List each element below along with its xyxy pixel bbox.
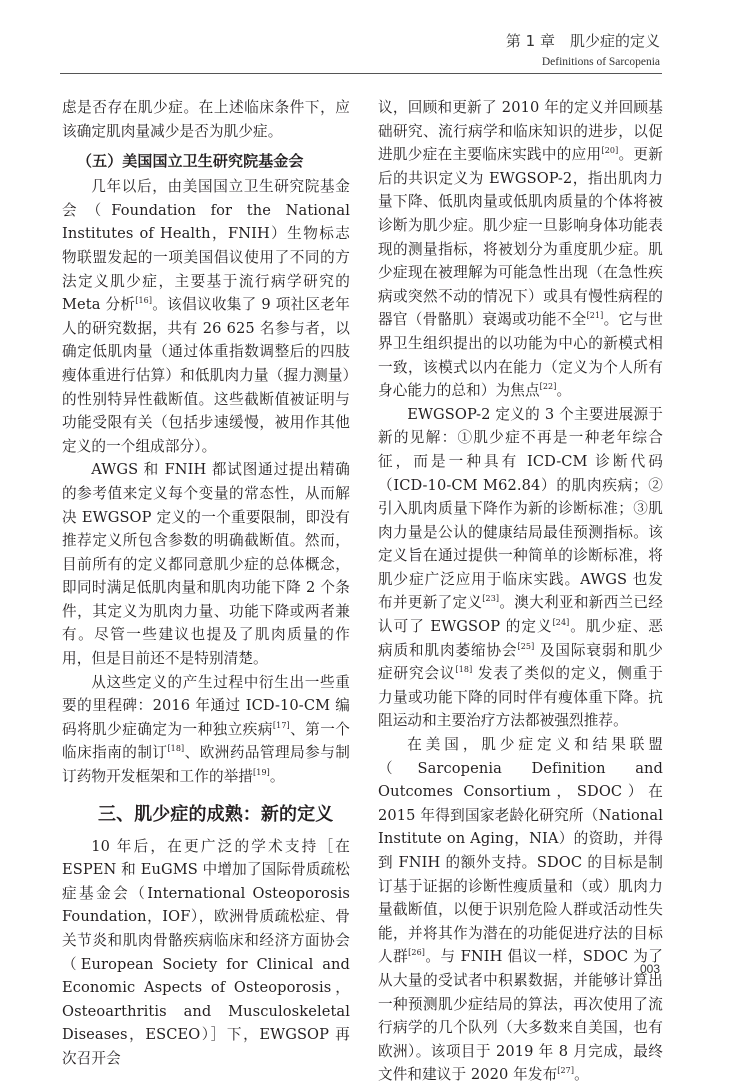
citation-ref: [18] bbox=[455, 665, 473, 675]
running-header-chapter: 第 1 章 肌少症的定义 bbox=[505, 32, 660, 50]
paragraph bbox=[62, 96, 350, 143]
text-run: 从这些定义的产生过程中衍生出一些重要的里程碑：2016 年通过 ICD-10-CM 编码将肌少症确定为一种独立疾病 bbox=[62, 673, 350, 738]
citation-ref: [16] bbox=[135, 296, 153, 306]
subsection-heading: （五）美国国立卫生研究院基金会 bbox=[77, 152, 304, 171]
citation-ref: [21] bbox=[586, 311, 604, 321]
text-run: 。与 FNIH 倡议一样，SDOC 为了从大量的受试者中积累数据，并能够计算出一种预测肌少症结局的算法，再次使用了流行病学的几个队列（大多数来自美国，也有欧洲）。该项目于 2019 年 8 月完成，最终文件和建议于 2020 年发布 bbox=[378, 948, 664, 1084]
text-run: 。 bbox=[574, 1066, 589, 1084]
text-run: 。它与世界卫生组织提出的以功能为中心的新模式相一致，该模式以内在能力（定义为个人所有身心能力的总和）为焦点 bbox=[378, 311, 663, 400]
citation-ref: [17] bbox=[272, 720, 290, 730]
text-run: 。该倡议收集了 9 项社区老年人的研究数据，共有 26 625 名参与者，以确定低肌肉量（通过体重指数调整后的四肢瘦体重进行估算）和低肌肉力量（握力测量）的性别特异性截断值。这些截断值被证明与功能受限有关（包括步速缓慢，被用作其他定义的一个组成部分）。 bbox=[62, 296, 350, 455]
paragraph bbox=[378, 96, 663, 403]
text-run: 几年以后，由美国国立卫生研究院基金会（Foundation for the National Institutes of Health，FNIH）生物标志物联盟发起的一项美国倡议使用了不同的方法定义肌少症，主要基于流行病学研究的 Meta 分析 bbox=[62, 178, 350, 314]
citation-ref: [19] bbox=[253, 768, 270, 778]
page-number: 003 bbox=[640, 962, 661, 976]
text-run: EWGSOP-2 定义的 3 个主要进展源于新的见解：①肌少症不再是一种老年综合征，而是一种具有 ICD-CM 诊断代码（ICD-10-CM M62.84）的肌肉疾病；②引入肌肉质量下降作为新的诊断标准；③肌肉力量是公认的健康结局最佳预测指标。该定义旨在通过提供一种简单的诊断标准，将肌少症广泛应用于临床实践。AWGS 也发布并更新了定义 bbox=[378, 405, 663, 612]
paragraph bbox=[378, 403, 663, 733]
text-run: 。更新后的共识定义为 EWGSOP-2，指出肌肉力量下降、低肌肉量或低肌肉质量的个体将被诊断为肌少症。肌少症一旦影响身体功能表现的测量指标，将被划分为重度肌少症。肌少症现在被理解为可能急性出现（在急性疾病或突然不动的情况下）或具有慢性病程的器官（骨骼肌）衰竭或功能不全 bbox=[378, 146, 663, 329]
paragraph bbox=[62, 835, 350, 1071]
citation-ref: [22] bbox=[539, 382, 557, 392]
text-run: 虑是否存在肌少症。在上述临床条件下，应该确定肌肉量减少是否为肌少症。 bbox=[62, 99, 350, 140]
text-run: 议，回顾和更新了 2010 年的定义并回顾基础研究、流行病学和临床知识的进步，以促进肌少症在主要临床实践中的应用 bbox=[378, 99, 663, 164]
text-run: AWGS 和 FNIH 都试图通过提出精确的参考值来定义每个变量的常态性，从而解决 EWGSOP 定义的一个重要限制，即没有推荐定义所包含参数的明确截断值。然而，目前所有的定义都同意肌少症的总体概念，即同时满足低肌肉量和肌肉功能下降 2 个条件，其定义为肌肉力量、功能下降或两者兼有。尽管一些建议也提及了肌肉质量的作用，但是目前还不是特别清楚。 bbox=[62, 461, 350, 668]
text-run: 发表了类似的定义，侧重于力量或功能下降的同时伴有瘦体重下降。抗阻运动和主要治疗方法都被强烈推荐。 bbox=[378, 665, 663, 730]
text-run: 。澳大利亚和新西兰已经认可了 EWGSOP 的定义 bbox=[378, 594, 664, 636]
header-rule bbox=[60, 73, 662, 74]
citation-ref: [24] bbox=[552, 618, 570, 628]
text-run: 、第一个临床指南的制订 bbox=[62, 720, 350, 762]
text-run: 及国际衰弱和肌少症研究会议 bbox=[378, 641, 663, 683]
left-column bbox=[62, 96, 350, 1071]
citation-ref: [18] bbox=[167, 744, 185, 754]
citation-ref: [23] bbox=[482, 594, 500, 604]
citation-ref: [25] bbox=[517, 641, 535, 651]
citation-ref: [26] bbox=[408, 948, 425, 958]
right-column bbox=[378, 96, 663, 1087]
citation-ref: [20] bbox=[601, 146, 619, 156]
text-run: 。肌少症、恶病质和肌肉萎缩协会 bbox=[378, 618, 663, 659]
paragraph bbox=[62, 175, 350, 458]
running-header-chapter-en: Definitions of Sarcopenia bbox=[541, 56, 660, 68]
paragraph bbox=[378, 733, 663, 1087]
text-run: 、欧洲药品管理局参与制订药物开发框架和工作的举措 bbox=[62, 744, 350, 786]
paragraph bbox=[62, 458, 350, 670]
text-run: 在美国，肌少症定义和结果联盟（Sarcopenia Definition and Outcomes Consortium，SDOC）在 2015 年得到国家老龄化研究所（National Institute on Aging，NIA）的资助，并得到 FNIH 的额外支持。SDOC 的目标是制订基于证据的诊断性瘦质量和（或）肌肉力量截断值，以便于识别危险人群或活动性失能，并将其作为潜在的功能促进疗法的目标人群 bbox=[378, 736, 663, 966]
text-run: 。 bbox=[556, 382, 572, 400]
text-run: 。 bbox=[269, 768, 285, 786]
section-heading: 三、肌少症的成熟：新的定义 bbox=[98, 803, 334, 825]
text-run: 10 年后，在更广泛的学术支持［在 ESPEN 和 EuGMS 中增加了国际骨质疏松症基金会（International Osteoporosis Foundation，IOF），欧洲骨质疏松症、骨关节炎和肌肉骨骼疾病临床和经济方面协会（European Society for Clinical and Economic Aspects of Osteoporosis，Osteoarthritis and Musculoskeletal Diseases，ESCEO）］下，EWGSOP 再次召开会 bbox=[62, 837, 350, 1067]
citation-ref: [27] bbox=[557, 1066, 575, 1076]
paragraph bbox=[62, 671, 350, 789]
